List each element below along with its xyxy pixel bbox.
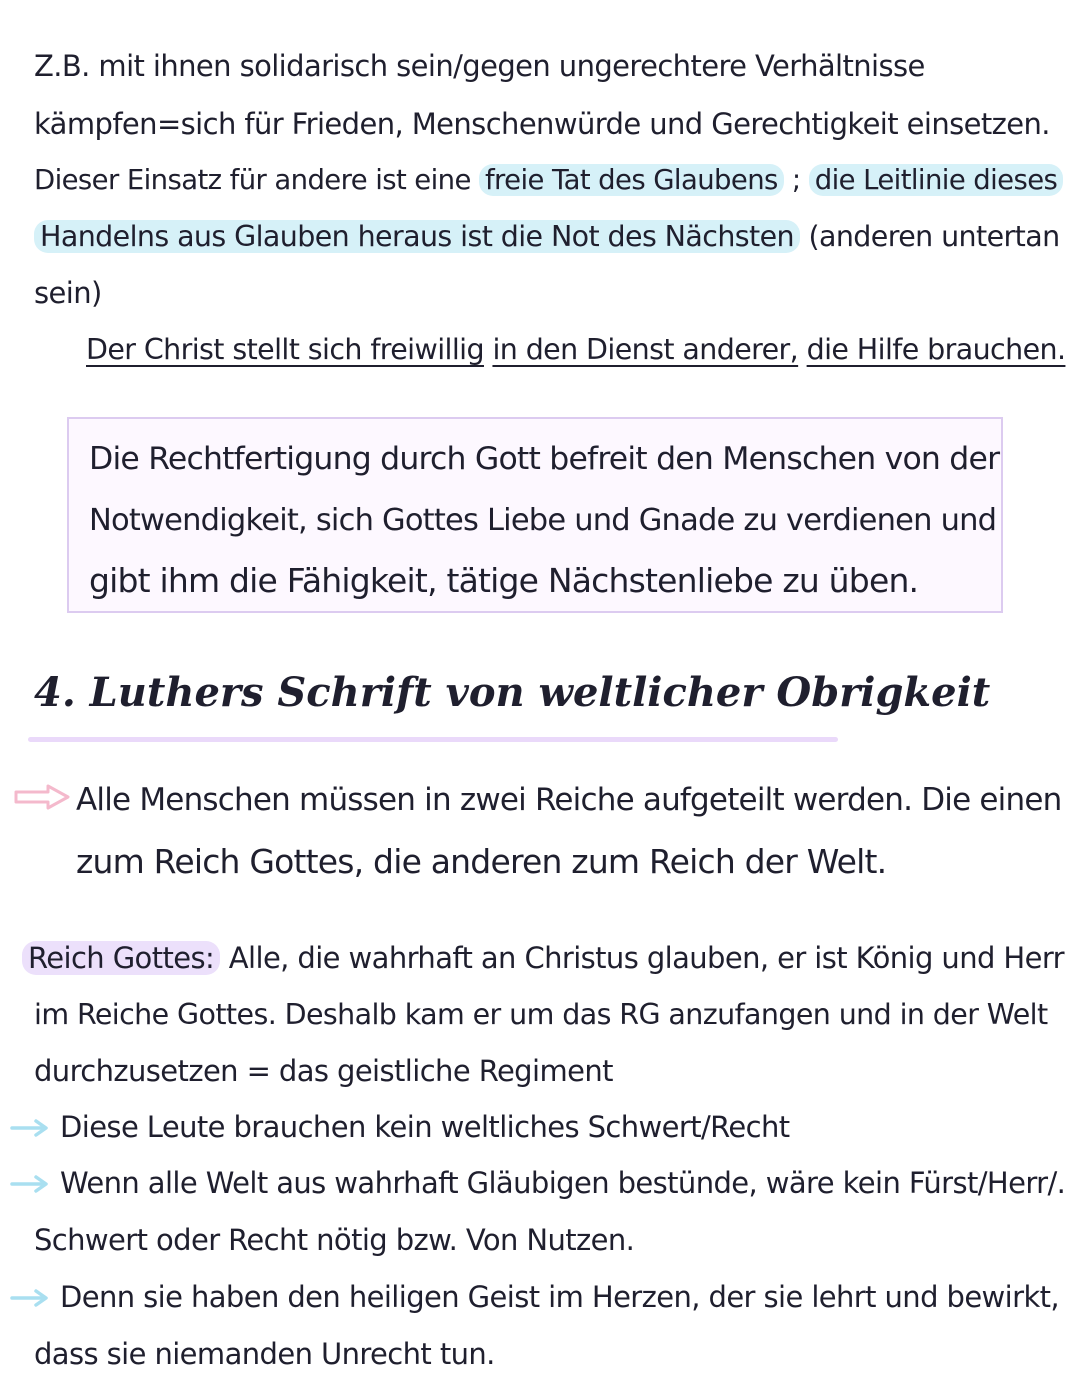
bullet-line: Denn sie haben den heiligen Geist im Herzen, der sie lehrt und bewirkt, (60, 1280, 1060, 1314)
note-line: Die Rechtfertigung durch Gott befreit den Menschen von der (89, 441, 1000, 477)
note-line: gibt ihm die Fähigkeit, tätige Nächstenliebe zu üben. (89, 561, 919, 600)
text-fragment: ; (783, 164, 809, 196)
text-line: sein) (34, 276, 102, 310)
arrow-right-icon (8, 1287, 52, 1309)
highlight-faith-act: freie Tat des Glaubens (479, 164, 784, 196)
text-line (22, 938, 1064, 978)
statement-part: Der Christ stellt sich freiwillig (86, 333, 484, 366)
text-fragment: Dieser Einsatz für andere ist eine (34, 164, 479, 196)
arrow-right-icon (8, 1117, 52, 1139)
highlight-guideline: die Leitlinie dieses (809, 164, 1064, 196)
heading-underline (28, 737, 838, 742)
text-fragment: Alle, die wahrhaft an Christus glauben, er ist König und Herr (220, 941, 1065, 975)
note-line: Notwendigkeit, sich Gottes Liebe und Gnade zu verdienen und (89, 503, 997, 538)
label-reich-gottes: Reich Gottes: (22, 941, 220, 975)
note-box (67, 417, 1003, 613)
arrow-right-icon (12, 783, 72, 811)
arrow-right-icon (8, 1173, 52, 1195)
bullet-line: Wenn alle Welt aus wahrhaft Gläubigen bestünde, wäre kein Fürst/Herr/. (60, 1166, 1066, 1200)
text-line: Z.B. mit ihnen solidarisch sein/gegen ungerechtere Verhältnisse (34, 49, 925, 83)
text-line: durchzusetzen = das geistliche Regiment (34, 1054, 613, 1088)
text-line (34, 217, 1060, 257)
text-fragment: (anderen untertan (800, 220, 1060, 253)
arrow-statement-line: Alle Menschen müssen in zwei Reiche aufgeteilt werden. Die einen (76, 782, 1062, 818)
statement-part: die Hilfe brauchen. (806, 333, 1066, 366)
text-line: kämpfen=sich für Frieden, Menschenwürde und Gerechtigkeit einsetzen. (34, 107, 1050, 141)
text-line: Schwert oder Recht nötig bzw. Von Nutzen. (34, 1223, 635, 1257)
highlight-neighbor-need: Handelns aus Glauben heraus ist die Not des Nächsten (34, 220, 800, 253)
underlined-statement (86, 330, 1065, 370)
bullet-line: Diese Leute brauchen kein weltliches Schwert/Recht (60, 1110, 790, 1144)
statement-part: in den Dienst anderer, (492, 333, 799, 366)
arrow-statement-line: zum Reich Gottes, die anderen zum Reich der Welt. (76, 842, 887, 881)
text-line (34, 160, 1063, 200)
text-line: im Reiche Gottes. Deshalb kam er um das RG anzufangen und in der Welt (34, 998, 1048, 1031)
section-heading: 4. Luthers Schrift von weltlicher Obrigkeit (34, 669, 991, 716)
text-line: dass sie niemanden Unrecht tun. (34, 1337, 495, 1371)
